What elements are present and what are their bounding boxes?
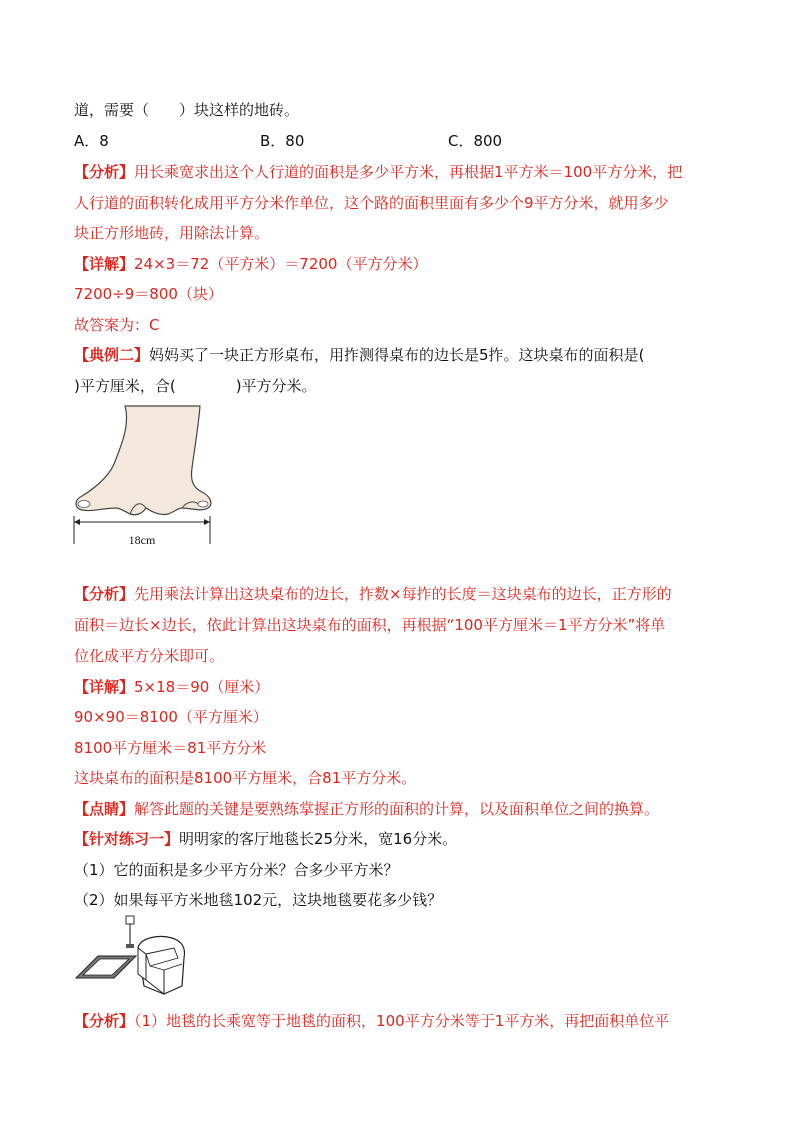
analysis-line [74,162,740,182]
analysis-line: 位化成平方分米即可。 [74,647,225,665]
analysis-text: 用长乘宽求出这个人行道的面积是多少平方米，再根据1平方米＝100平方分米，把 [134,163,683,181]
tip-text: 解答此题的关键是要熟练掌握正方形的面积的计算，以及面积单位之间的换算。 [134,800,660,818]
solution-tag: 【详解】 [74,255,135,273]
hand-measure-figure [70,404,220,550]
analysis-tag: 【分析】 [74,163,135,181]
example-tag: 【典例二】 [74,346,150,364]
solution-line: 7200÷9＝800（块） [74,285,223,303]
solution-line [74,677,740,697]
analysis-text: 先用乘法计算出这块桌布的边长，拃数×每拃的长度＝这块桌布的边长，正方形的 [134,585,672,603]
solution-text: 24×3＝72（平方米）＝7200（平方分米） [134,255,428,273]
exercise-line [74,829,740,849]
measure-label: 18cm [128,533,156,547]
example-line: )平方厘米，合( )平方分米。 [74,377,317,395]
example-line [74,345,740,365]
example-text: 妈妈买了一块正方形桌布，用拃测得桌布的边长是5拃。这块桌布的面积是( [149,346,645,364]
solution-line: 8100平方厘米＝81平方分米 [74,739,267,757]
question-text-line: 道，需要（ ）块这样的地砖。 [74,101,300,119]
exercise-text: 明明家的客厅地毯长25分米，宽16分米。 [179,830,458,848]
tip-line [74,799,740,819]
analysis-line: 块正方形地砖，用除法计算。 [74,224,270,242]
carpet-sofa-illustration [74,914,190,996]
option-b: B．80 [260,132,305,150]
exercise-question-2: （2）如果每平方米地毯102元，这块地毯要花多少钱？ [74,891,443,909]
exercise-tag: 【针对练习一】 [74,830,180,848]
solution-text: 5×18＝90（厘米） [134,678,270,696]
analysis-text: （1）地毯的长乘宽等于地毯的面积，100平方分米等于1平方米，再把面积单位平 [134,1012,670,1030]
analysis-line [74,1011,740,1031]
answer-line: 故答案为：C [74,316,160,334]
solution-line [74,254,740,274]
analysis-line [74,584,740,604]
option-a: A．8 [74,132,109,150]
analysis-tag: 【分析】 [74,1012,135,1030]
solution-line: 这块桌布的面积是8100平方厘米，合81平方分米。 [74,769,417,787]
option-c: C．800 [448,132,503,150]
analysis-line: 人行道的面积转化成用平方分米作单位，这个路的面积里面有多少个9平方分米，就用多少 [74,194,669,212]
exercise-question-1: （1）它的面积是多少平方分米？合多少平方米？ [74,861,399,879]
hand-illustration [70,404,220,550]
analysis-tag: 【分析】 [74,585,135,603]
analysis-line: 面积＝边长×边长，依此计算出这块桌布的面积，再根据“100平方厘米＝1平方分米”将单 [74,616,666,634]
solution-line: 90×90＝8100（平方厘米） [74,708,268,726]
tip-tag: 【点睛】 [74,800,135,818]
carpet-sofa-figure [74,914,190,996]
solution-tag: 【详解】 [74,678,135,696]
